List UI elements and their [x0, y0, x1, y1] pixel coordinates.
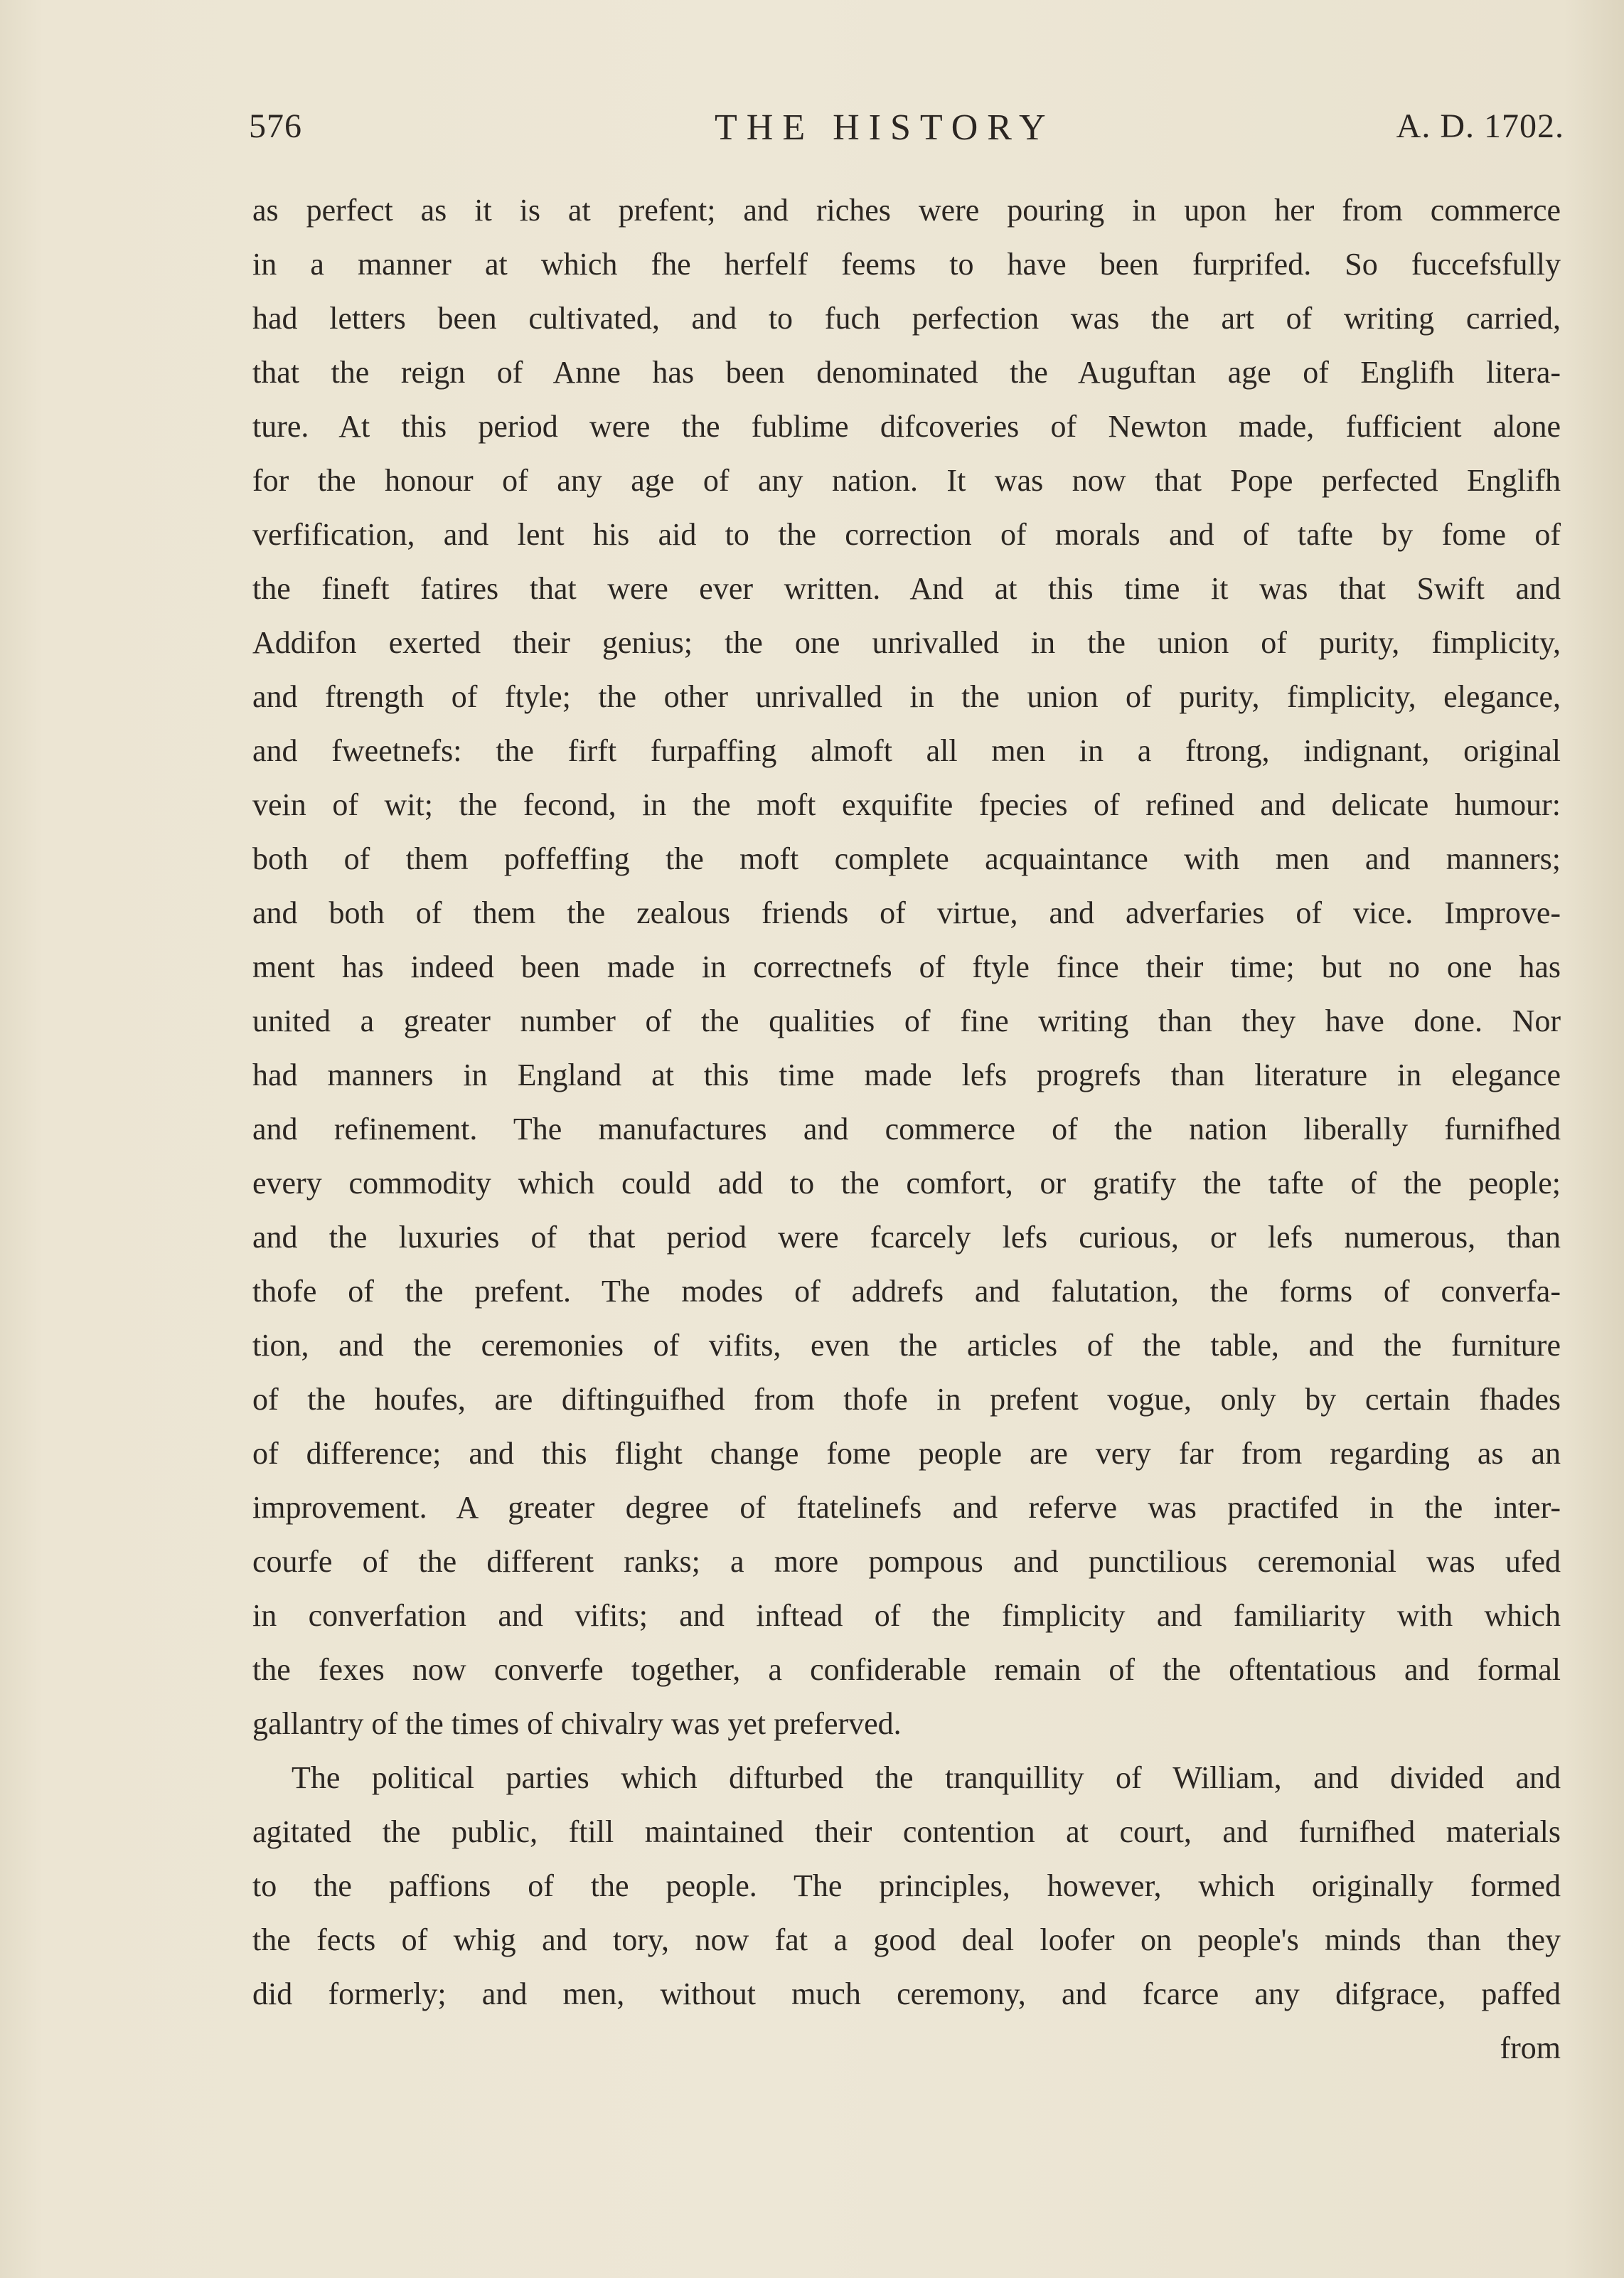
- text-line: of the houfes, are diftinguifhed from thofe in prefent vogue, only by certain fhades: [252, 1382, 1561, 1417]
- text-line: tion, and the ceremonies of vifits, even the articles of the table, and the furniture: [252, 1328, 1561, 1363]
- text-line-paragraph-end: gallantry of the times of chivalry was yet preferved.: [252, 1706, 902, 1741]
- text-line: improvement. A greater degree of ftatelinefs and referve was practifed in the inter-: [252, 1490, 1561, 1525]
- text-line: of difference; and this flight change fome people are very far from regarding as an: [252, 1436, 1561, 1471]
- text-line: that the reign of Anne has been denominated the Auguftan age of Englifh litera-: [252, 355, 1561, 390]
- text-line: in a manner at which fhe herfelf feems to have been furprifed. So fuccefsfully: [252, 247, 1561, 282]
- text-line: and the luxuries of that period were fcarcely lefs curious, or lefs numerous, than: [252, 1220, 1561, 1255]
- text-line-paragraph-start: The political parties which difturbed the tranquillity of William, and divided and: [292, 1760, 1561, 1795]
- running-date: A. D. 1702.: [1396, 107, 1564, 145]
- text-line: agitated the public, ftill maintained their contention at court, and furnifhed materials: [252, 1814, 1561, 1849]
- text-line: in converfation and vifits; and inftead of the fimplicity and familiarity with which: [252, 1598, 1561, 1633]
- running-title: THE HISTORY: [715, 107, 1055, 148]
- text-line: every commodity which could add to the comfort, or gratify the tafte of the people;: [252, 1166, 1561, 1201]
- text-line: and both of them the zealous friends of virtue, and adverfaries of vice. Improve-: [252, 895, 1561, 930]
- text-line: and refinement. The manufactures and commerce of the nation liberally furnifhed: [252, 1112, 1561, 1146]
- text-line: vein of wit; the fecond, in the moft exquifite fpecies of refined and delicate humour:: [252, 787, 1561, 822]
- body-text: [252, 183, 1561, 2075]
- text-line: thofe of the prefent. The modes of addrefs and falutation, the forms of converfa-: [252, 1274, 1561, 1309]
- text-line: ment has indeed been made in correctnefs of ftyle fince their time; but no one has: [252, 949, 1561, 984]
- text-line: and ftrength of ftyle; the other unrivalled in the union of purity, fimplicity, elegance,: [252, 679, 1561, 714]
- text-line: did formerly; and men, without much ceremony, and fcarce any difgrace, paffed: [252, 1976, 1561, 2011]
- text-line: had manners in England at this time made lefs progrefs than literature in elegance: [252, 1058, 1561, 1092]
- page-number: 576: [249, 107, 302, 145]
- text-line: the fects of whig and tory, now fat a good deal loofer on people's minds than they: [252, 1922, 1561, 1957]
- text-line: the fexes now converfe together, a confiderable remain of the oftentatious and formal: [252, 1652, 1561, 1687]
- text-line: courfe of the different ranks; a more pompous and punctilious ceremonial was ufed: [252, 1544, 1561, 1579]
- text-line: ture. At this period were the fublime difcoveries of Newton made, fufficient alone: [252, 409, 1561, 444]
- text-line: united a greater number of the qualities of fine writing than they have done. Nor: [252, 1004, 1561, 1038]
- text-line: as perfect as it is at prefent; and riches were pouring in upon her from commerce: [252, 193, 1561, 228]
- text-line: Addifon exerted their genius; the one unrivalled in the union of purity, fimplicity,: [252, 625, 1561, 660]
- text-line: for the honour of any age of any nation. It was now that Pope perfected Englifh: [252, 463, 1561, 498]
- running-header: [249, 107, 1564, 156]
- text-line: to the paffions of the people. The principles, however, which originally formed: [252, 1868, 1561, 1903]
- text-line: and fweetnefs: the firft furpaffing almoft all men in a ftrong, indignant, original: [252, 733, 1561, 768]
- catchword: from: [1500, 2030, 1561, 2065]
- text-line: had letters been cultivated, and to fuch perfection was the art of writing carried,: [252, 301, 1561, 336]
- text-line: the fineft fatires that were ever written. And at this time it was that Swift and: [252, 571, 1561, 606]
- text-line: verfification, and lent his aid to the correction of morals and of tafte by fome of: [252, 517, 1561, 552]
- text-line: both of them poffeffing the moft complete acquaintance with men and manners;: [252, 841, 1561, 876]
